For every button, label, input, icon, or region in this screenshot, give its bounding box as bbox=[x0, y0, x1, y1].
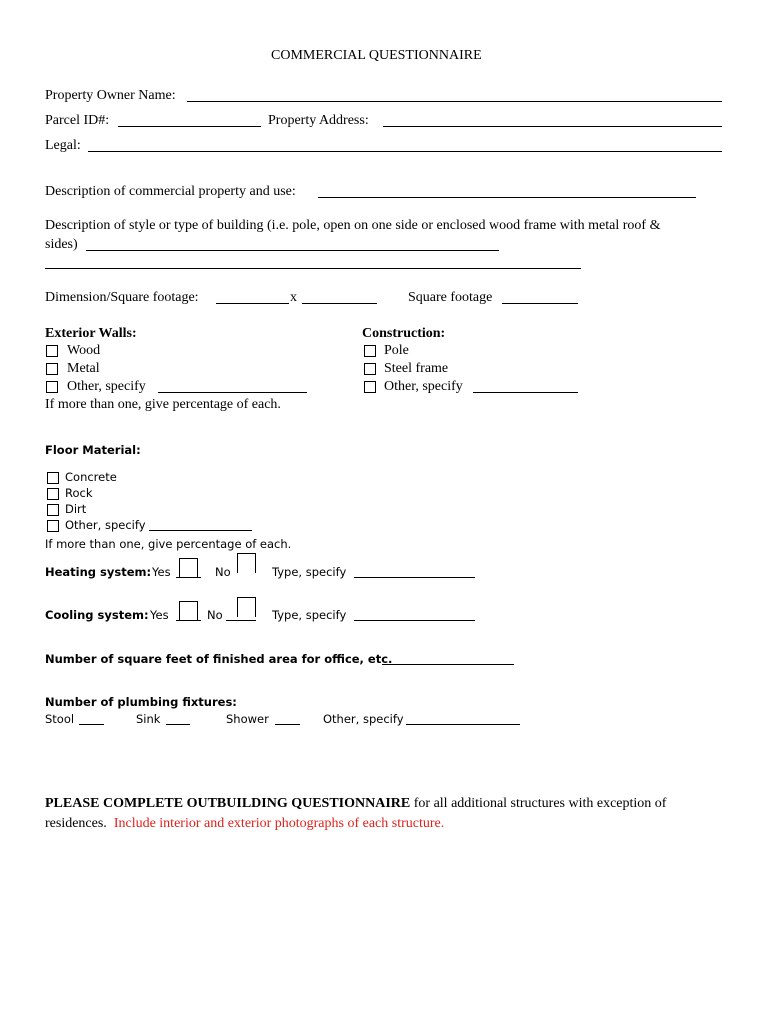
heating-no-label: No bbox=[215, 565, 231, 579]
parcel-id-label: Parcel ID#: bbox=[45, 113, 110, 128]
footer-photo-instruction: Include interior and exterior photographs of each structure. bbox=[113, 816, 445, 831]
checkbox-wood[interactable] bbox=[46, 345, 58, 357]
style-description-line1: Description of style or type of building (i.e. pole, open on one side or enclosed wood frame with metal roof & bbox=[45, 218, 661, 233]
page-title: COMMERCIAL QUESTIONNAIRE bbox=[271, 48, 482, 63]
property-address-field[interactable] bbox=[383, 126, 722, 127]
checkbox-walls-other[interactable] bbox=[46, 381, 58, 393]
option-floor-other: Other, specify bbox=[65, 518, 146, 532]
dimension-label: Dimension/Square footage: bbox=[45, 290, 199, 305]
heating-type-label: Type, specify bbox=[272, 565, 347, 579]
option-metal: Metal bbox=[67, 361, 100, 376]
style-description-field-2[interactable] bbox=[45, 268, 581, 269]
plumbing-sink-field[interactable] bbox=[166, 724, 190, 725]
construction-other-field[interactable] bbox=[473, 392, 578, 393]
construction-heading: Construction: bbox=[362, 326, 446, 341]
owner-name-label: Property Owner Name: bbox=[45, 88, 176, 103]
footer-rest-text-1: for all additional structures with exception of bbox=[410, 796, 667, 811]
cooling-no-checkbox[interactable] bbox=[237, 597, 256, 617]
dimension-length-field[interactable] bbox=[302, 303, 377, 304]
footer-line1 bbox=[45, 796, 666, 812]
floor-percentage-note: If more than one, give percentage of each. bbox=[45, 537, 292, 551]
checkbox-floor-other[interactable] bbox=[47, 520, 59, 532]
option-construction-other: Other, specify bbox=[384, 379, 463, 394]
plumbing-shower-field[interactable] bbox=[275, 724, 300, 725]
cooling-label: Cooling system: bbox=[45, 608, 149, 622]
checkbox-concrete[interactable] bbox=[47, 472, 59, 484]
option-pole: Pole bbox=[384, 343, 409, 358]
plumbing-sink-label: Sink bbox=[136, 712, 161, 726]
plumbing-stool-label: Stool bbox=[45, 712, 75, 726]
plumbing-stool-field[interactable] bbox=[79, 724, 104, 725]
plumbing-heading: Number of plumbing fixtures: bbox=[45, 695, 237, 709]
checkbox-metal[interactable] bbox=[46, 363, 58, 375]
square-footage-field[interactable] bbox=[502, 303, 578, 304]
cooling-yes-checkbox[interactable] bbox=[179, 601, 198, 621]
plumbing-other-label: Other, specify bbox=[323, 712, 404, 726]
heating-no-checkbox[interactable] bbox=[237, 553, 256, 573]
floor-material-heading: Floor Material: bbox=[45, 443, 141, 457]
legal-label: Legal: bbox=[45, 138, 81, 153]
owner-name-field[interactable] bbox=[187, 101, 722, 102]
option-steel-frame: Steel frame bbox=[384, 361, 449, 376]
cooling-no-underline bbox=[226, 620, 256, 621]
style-description-field-1[interactable] bbox=[86, 250, 499, 251]
parcel-id-field[interactable] bbox=[118, 126, 261, 127]
checkbox-construction-other[interactable] bbox=[364, 381, 376, 393]
footer-line2 bbox=[45, 816, 444, 832]
cooling-yes-label: Yes bbox=[150, 608, 169, 622]
style-description-line2: sides) bbox=[45, 237, 78, 252]
checkbox-rock[interactable] bbox=[47, 488, 59, 500]
heating-type-field[interactable] bbox=[354, 577, 475, 578]
description-use-label: Description of commercial property and use: bbox=[45, 184, 296, 199]
dimension-width-field[interactable] bbox=[216, 303, 289, 304]
heating-label: Heating system: bbox=[45, 565, 152, 579]
plumbing-other-field[interactable] bbox=[406, 724, 520, 725]
exterior-walls-heading: Exterior Walls: bbox=[45, 326, 137, 341]
finished-area-label: Number of square feet of finished area for office, etc. bbox=[45, 652, 393, 666]
heating-yes-label: Yes bbox=[152, 565, 171, 579]
cooling-yes-underline bbox=[176, 620, 201, 621]
floor-other-field[interactable] bbox=[149, 530, 252, 531]
cooling-no-label: No bbox=[207, 608, 223, 622]
finished-area-field[interactable] bbox=[382, 664, 514, 665]
description-use-field[interactable] bbox=[318, 197, 696, 198]
plumbing-shower-label: Shower bbox=[226, 712, 269, 726]
checkbox-pole[interactable] bbox=[364, 345, 376, 357]
heating-yes-checkbox[interactable] bbox=[179, 558, 198, 578]
cooling-type-label: Type, specify bbox=[272, 608, 347, 622]
option-concrete: Concrete bbox=[65, 470, 117, 484]
checkbox-dirt[interactable] bbox=[47, 504, 59, 516]
cooling-type-field[interactable] bbox=[354, 620, 475, 621]
option-rock: Rock bbox=[65, 486, 93, 500]
option-walls-other: Other, specify bbox=[67, 379, 146, 394]
property-address-label: Property Address: bbox=[268, 113, 369, 128]
legal-field[interactable] bbox=[88, 151, 722, 152]
option-wood: Wood bbox=[67, 343, 101, 358]
option-dirt: Dirt bbox=[65, 502, 87, 516]
walls-percentage-note: If more than one, give percentage of each. bbox=[45, 397, 281, 412]
footer-rest-text-2: residences. bbox=[45, 816, 107, 831]
dimension-x: x bbox=[290, 290, 297, 305]
footer-bold-text: PLEASE COMPLETE OUTBUILDING QUESTIONNAIRE bbox=[45, 796, 411, 811]
square-footage-label: Square footage bbox=[408, 290, 493, 305]
checkbox-steel-frame[interactable] bbox=[364, 363, 376, 375]
walls-other-field[interactable] bbox=[158, 392, 307, 393]
heating-yes-underline bbox=[176, 577, 201, 578]
